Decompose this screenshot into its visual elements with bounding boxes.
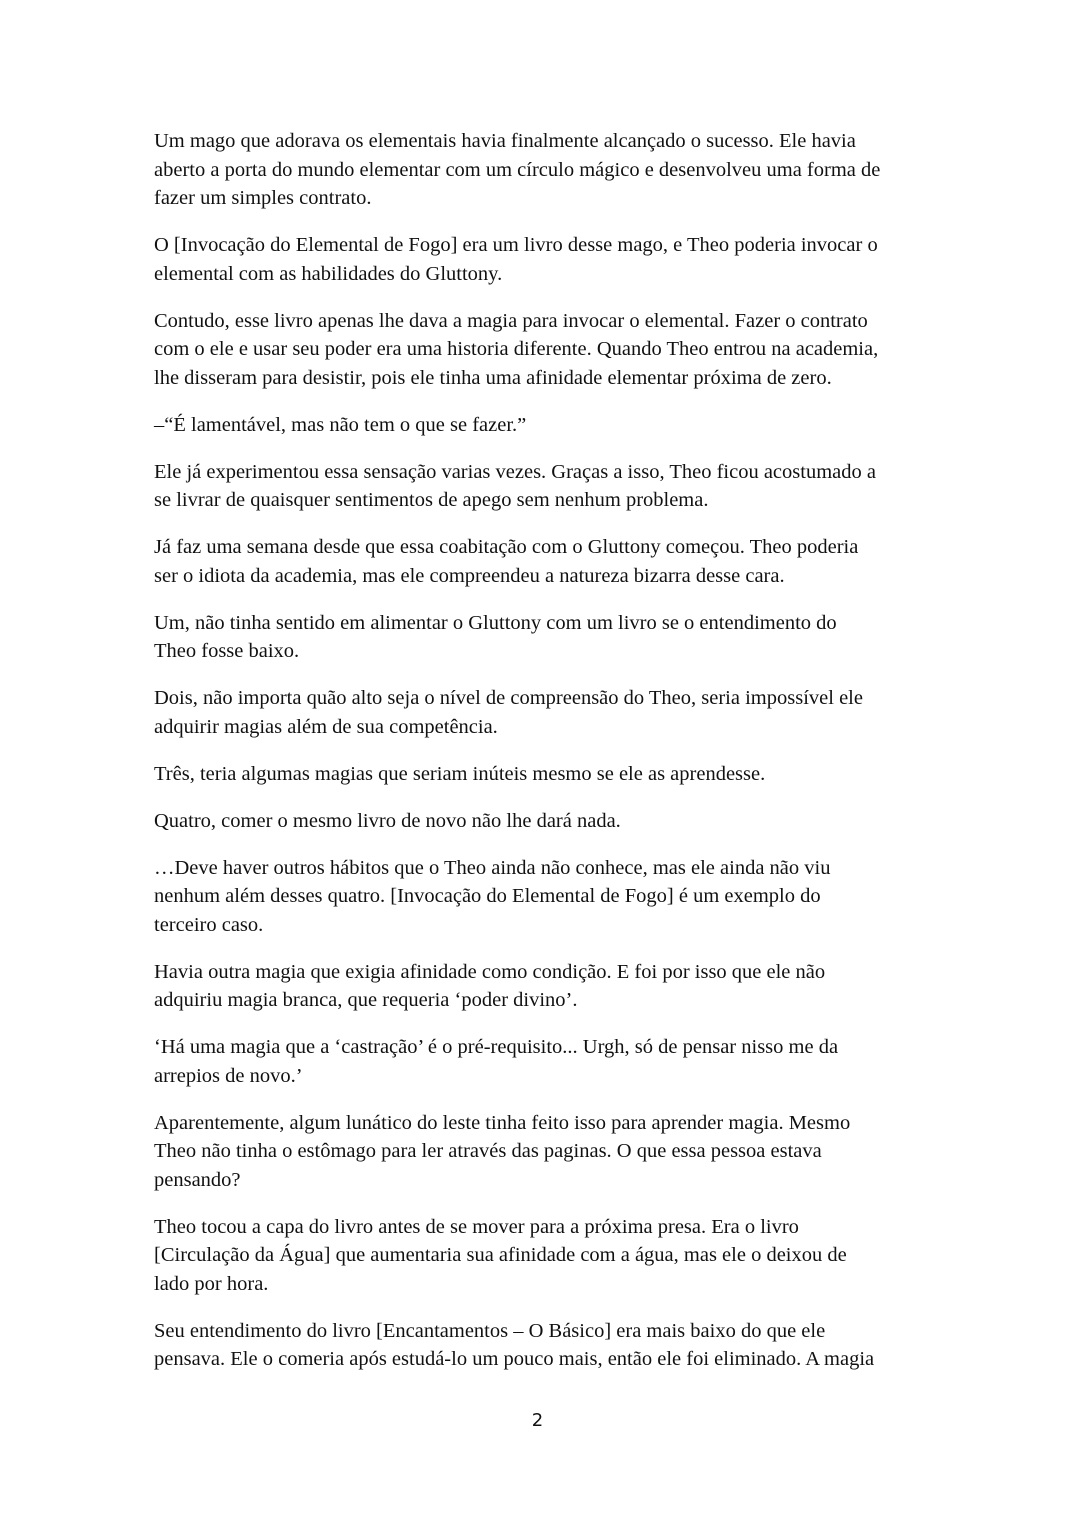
paragraph-13: ‘Há uma magia que a ‘castração’ é o pré-requisito... Urgh, só de pensar nisso me da arrepios de novo.’: [154, 1036, 839, 1087]
paragraph-11: …Deve haver outros hábitos que o Theo ainda não conhece, mas ele ainda não viu nenhum além desses quatro. [Invocação do Elemental de Fogo] é um exemplo do terceiro caso.: [154, 856, 831, 936]
page-number: 2: [531, 1410, 544, 1431]
paragraph-3: Contudo, esse livro apenas lhe dava a magia para invocar o elemental. Fazer o contrato com o ele e usar seu poder era uma historia diferente. Quando Theo entrou na academia, lhe disseram para desistir, pois ele tinha uma afinidade elementar próxima de zero.: [154, 309, 879, 389]
paragraph-12: Havia outra magia que exigia afinidade como condição. E foi por isso que ele não adquiriu magia branca, que requeria ‘poder divino’.: [154, 960, 826, 1011]
body-text: [154, 127, 926, 1392]
paragraph-16: Seu entendimento do livro [Encantamentos – O Básico] era mais baixo do que ele pensava. Ele o comeria após estudá-lo um pouco mais, então ele foi eliminado. A magia: [154, 1319, 875, 1370]
paragraph-14: Aparentemente, algum lunático do leste tinha feito isso para aprender magia. Mesmo Theo não tinha o estômago para ler através das paginas. O que essa pessoa estava pensando?: [154, 1111, 851, 1191]
paragraph-4: –“É lamentável, mas não tem o que se fazer.”: [154, 413, 527, 436]
paragraph-8: Dois, não importa quão alto seja o nível de compreensão do Theo, seria impossível ele adquirir magias além de sua competência.: [154, 687, 863, 738]
paragraph-10: Quatro, comer o mesmo livro de novo não lhe dará nada.: [154, 809, 621, 832]
paragraph-9: Três, teria algumas magias que seriam inúteis mesmo se ele as aprendesse.: [154, 762, 766, 785]
paragraph-7: Um, não tinha sentido em alimentar o Gluttony com um livro se o entendimento do Theo fosse baixo.: [154, 611, 837, 662]
paragraph-2: O [Invocação do Elemental de Fogo] era um livro desse mago, e Theo poderia invocar o elemental com as habilidades do Gluttony.: [154, 234, 878, 285]
paragraph-1: Um mago que adorava os elementais havia finalmente alcançado o sucesso. Ele havia aberto a porta do mundo elementar com um círculo mágico e desenvolveu uma forma de fazer um simples contrato.: [154, 130, 881, 209]
paragraph-6: Já faz uma semana desde que essa coabitação com o Gluttony começou. Theo poderia ser o idiota da academia, mas ele compreendeu a natureza bizarra desse cara.: [154, 536, 859, 587]
paragraph-15: Theo tocou a capa do livro antes de se mover para a próxima presa. Era o livro [Circulação da Água] que aumentaria sua afinidade com a água, mas ele o deixou de lado por hora.: [154, 1215, 847, 1295]
paragraph-5: Ele já experimentou essa sensação varias vezes. Graças a isso, Theo ficou acostumado a se livrar de quaisquer sentimentos de apego sem nenhum problema.: [154, 460, 876, 511]
